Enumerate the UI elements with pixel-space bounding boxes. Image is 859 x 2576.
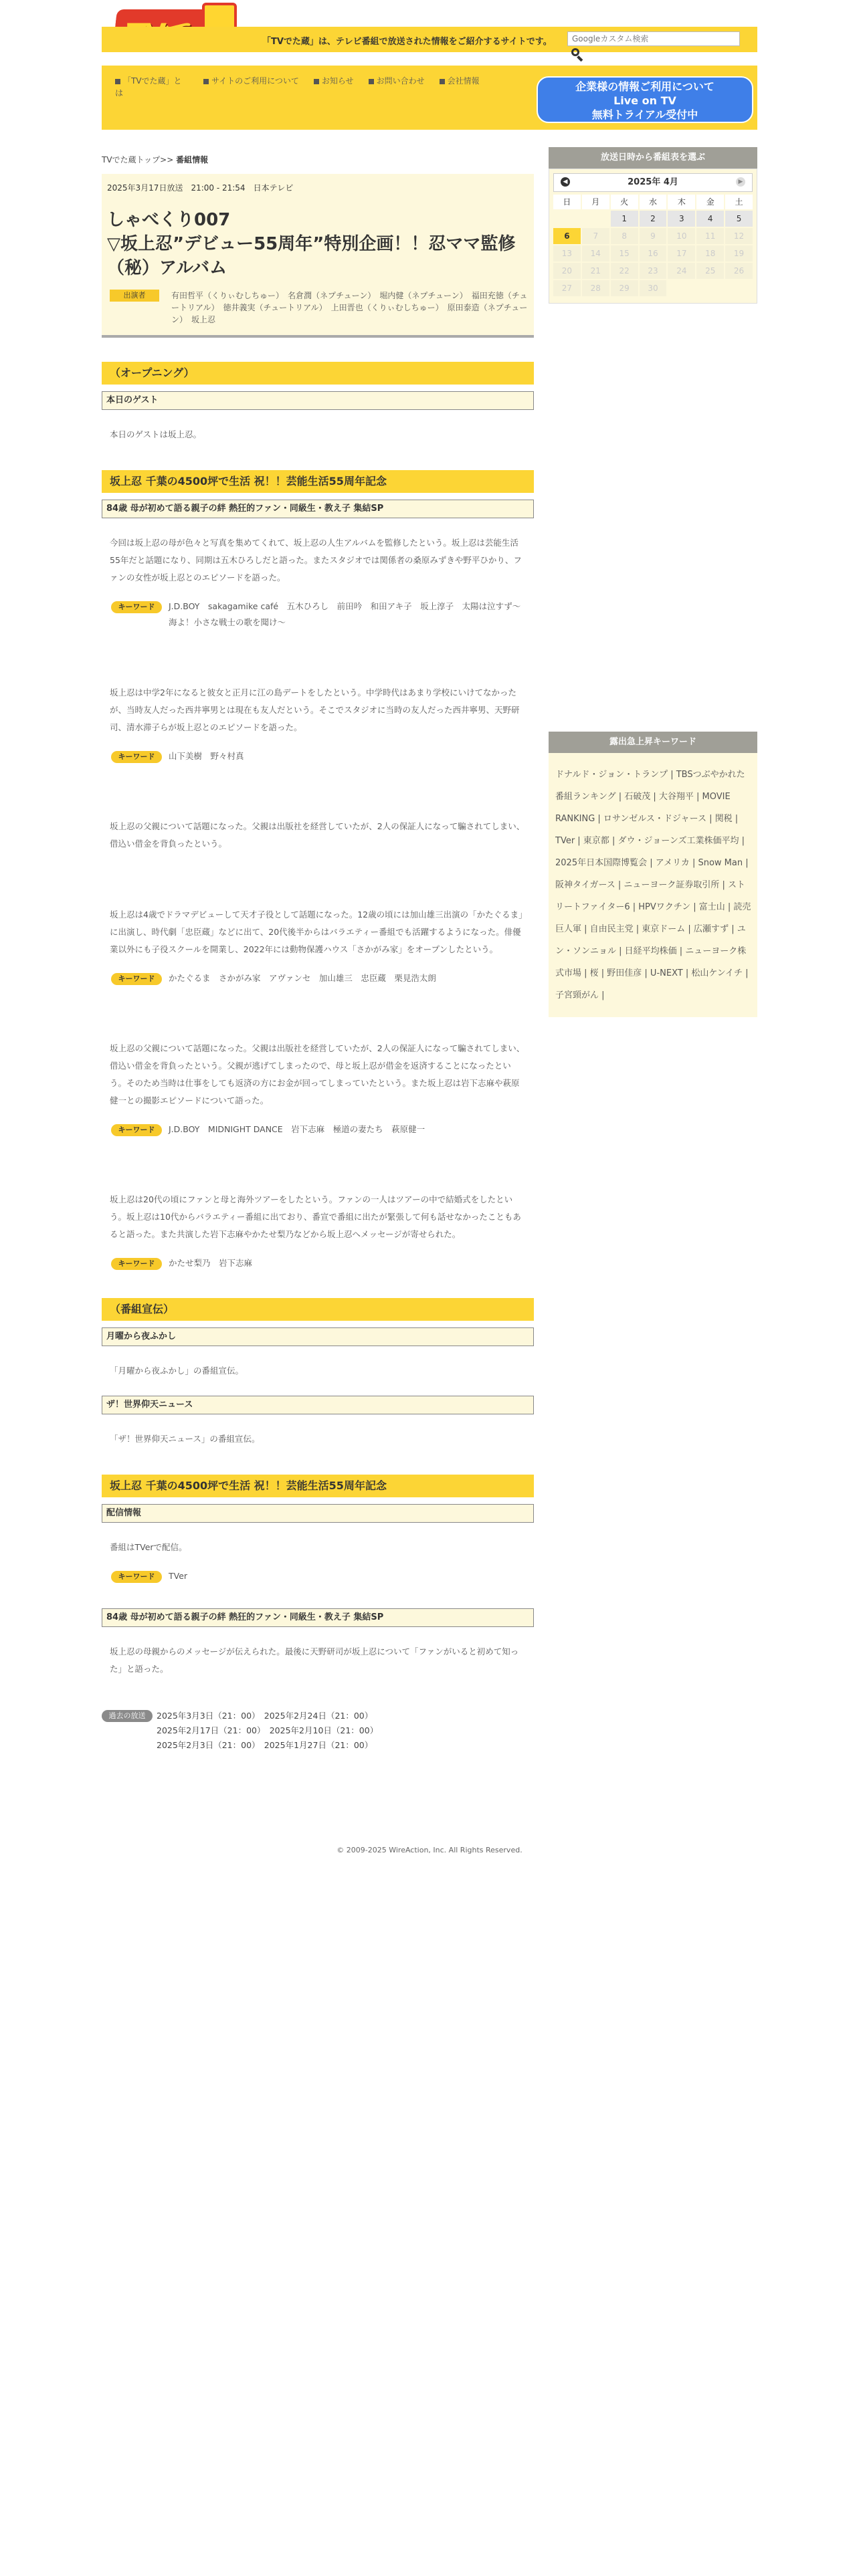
- calendar-day: 24: [668, 263, 695, 279]
- section-corner-2: 坂上忍 千葉の4500坪で生活 祝！！芸能生活55周年記念: [102, 1475, 534, 1497]
- tagline-bar: [102, 27, 757, 52]
- keyword-row: [102, 736, 534, 764]
- cta-line-1: 企業様の情報ご利用について: [575, 80, 714, 93]
- calendar-heading: 放送日時から番組表を選ぶ: [549, 147, 757, 169]
- sidebar: [549, 147, 757, 1017]
- keyword-label: キーワード: [111, 1571, 162, 1583]
- keyword-label: キーワード: [111, 751, 162, 763]
- paragraph: 坂上忍は4歳でドラマデビューして天才子役として話題になった。12歳の頃には加山雄三出演の「かたぐるま」に出演し、時代劇「忠臣蔵」などに出て、20代後半からはバラエティー番組でも活躍するようになった。俳優業以外にも子役スクールを開業し、2022年には動物保護ハウス「さかがみ家」をオープンしたという。: [110, 909, 523, 954]
- calendar-day: [725, 280, 753, 296]
- calendar-day: 18: [696, 245, 724, 261]
- breadcrumb-current: 番組情報: [176, 155, 209, 165]
- next-month-icon[interactable]: ▶: [736, 177, 745, 187]
- nav-item-news[interactable]: お知らせ: [314, 75, 354, 87]
- cta-line-3: 無料トライアル受付中: [591, 108, 698, 121]
- trend-heading: 露出急上昇キーワード: [549, 732, 757, 753]
- calendar-weekday: 金: [696, 195, 724, 209]
- calendar-day: 22: [611, 263, 638, 279]
- nav-item-contact[interactable]: お問い合わせ: [369, 75, 425, 87]
- paragraph: 坂上忍は中学2年になると彼女と正月に江の島デートをしたという。中学時代はあまり学校にいけてなかったが、当時友人だった西井寧男とは現在も友人だという。そこでスタジオに当時の友人だった西井寧男、天野研司、清水滞子らが坂上忍とのエピソードを語った。: [110, 687, 520, 732]
- keyword-list[interactable]: TVer: [169, 1571, 188, 1581]
- title-line-2: ▽坂上忍”デビュー55周年”特別企画！！忍ママ監修（秘）アルバム: [107, 234, 516, 278]
- page-title: [107, 208, 529, 280]
- past-line[interactable]: 2025年2月17日（21：00） 2025年2月10日（21：00）: [157, 1725, 379, 1735]
- keyword-row: [102, 586, 534, 631]
- keyword-row: [102, 1556, 534, 1584]
- cta-line-2: Live on TV: [613, 94, 676, 107]
- calendar-day: 12: [725, 228, 753, 244]
- breadcrumb-root[interactable]: TVでた蔵トップ>>: [102, 155, 174, 165]
- calendar-day[interactable]: 1: [611, 211, 638, 227]
- nav-menu: [115, 75, 516, 99]
- calendar-day: 28: [582, 280, 609, 296]
- keyword-list[interactable]: J.D.BOY sakagamike café 五木ひろし 前田吟 和田アキ子 坂上淳子 太陽は泣すず〜海よ！小さな戦士の歌を聞け〜: [169, 601, 521, 627]
- calendar-day: 17: [668, 245, 695, 261]
- calendar-day[interactable]: 5: [725, 211, 753, 227]
- past-line[interactable]: 2025年2月3日（21：00） 2025年1月27日（21：00）: [157, 1740, 373, 1750]
- calendar-day: 15: [611, 245, 638, 261]
- keyword-row: [102, 958, 534, 986]
- nav-item-about[interactable]: 「TVでた蔵」とは: [115, 75, 189, 99]
- calendar-day: 8: [611, 228, 638, 244]
- sub-corner-1: 84歳 母が初めて語る親子の絆 熱狂的ファン・同級生・教え子 集結SP: [102, 500, 534, 518]
- sub-promo-2: ザ！世界仰天ニュース: [102, 1396, 534, 1414]
- search-input[interactable]: [567, 31, 740, 46]
- calendar-day: 9: [640, 228, 667, 244]
- keyword-list[interactable]: かたぐるま さかがみ家 アヴァンセ 加山雄三 忠臣蔵 栗見浩太朗: [169, 973, 436, 983]
- calendar-weekday: 月: [582, 195, 609, 209]
- calendar-weekday: 木: [668, 195, 695, 209]
- trial-cta-button[interactable]: [537, 76, 753, 123]
- calendar-day: 26: [725, 263, 753, 279]
- paragraph: 坂上忍の父親について話題になった。父親は出版社を経営していたが、2人の保証人になって騙されてしまい、借込い借金を背負ったという。: [110, 821, 525, 849]
- keyword-label: キーワード: [111, 1258, 162, 1270]
- calendar-day[interactable]: 2: [640, 211, 667, 227]
- sub-delivery: 配信情報: [102, 1504, 534, 1523]
- calendar-day: 23: [640, 263, 667, 279]
- keyword-row: [102, 1243, 534, 1271]
- paragraph: 今回は坂上忍の母が色々と写真を集めてくれて、坂上忍の人生アルバムを監修したという。坂上忍は芸能生活55年だと話題になり、同期は五木ひろしだと語った。またスタジオでは関係者の桑原みずきや野平ひかり、ファンの女性が坂上忍とのエピソードを語った。: [110, 538, 522, 582]
- keyword-list[interactable]: 山下美樹 野々村真: [169, 751, 244, 761]
- calendar-day: 25: [696, 263, 724, 279]
- calendar-weekday: 土: [725, 195, 753, 209]
- paragraph: 坂上忍は20代の頃にファンと母と海外ツアーをしたという。ファンの一人はツアーの中で結婚式をしたという。坂上忍は10代からバラエティー番組に出ており、番宣で番組に出たが緊張して何も話せなかったこともあると語った。また共演した岩下志麻やかたせ梨乃などから坂上忍へメッセージが寄せられた。: [110, 1194, 521, 1239]
- paragraph: 坂上忍の父親について話題になった。父親は出版社を経営していたが、2人の保証人になって騙されてしまい、借込い借金を背負ったという。父親が逃げてしまったので、母と坂上忍が借金を返済することになったという。そのため当時は仕事をしても返済の方にお金が回ってしまっていたという。また坂上忍は岩下志麻や萩原健一との撮影エピソードについて語った。: [110, 1043, 525, 1105]
- calendar-day[interactable]: 6: [553, 228, 581, 244]
- sub-promo-1: 月曜から夜ふかし: [102, 1327, 534, 1346]
- paragraph: 本日のゲストは坂上忍。: [110, 429, 202, 439]
- calendar-day: 30: [640, 280, 667, 296]
- cast-list[interactable]: 有田哲平（くりぃむしちゅー） 名倉潤（ネプチューン） 堀内健（ネプチューン） 福田充徳（チュートリアル） 徳井義実（チュートリアル） 上田晋也（くりぃむしちゅー） 原田泰造（ネプチューン） 坂上忍: [171, 291, 528, 324]
- cast-label: 出演者: [110, 290, 159, 302]
- paragraph: 「ザ！世界仰天ニュース」の番組宣伝。: [110, 1434, 260, 1444]
- calendar-month: 2025年 4月: [628, 177, 678, 187]
- section-opening: （オープニング）: [102, 362, 534, 385]
- calendar-day[interactable]: 3: [668, 211, 695, 227]
- calendar-day: 11: [696, 228, 724, 244]
- sub-corner-2: 84歳 母が初めて語る親子の絆 熱狂的ファン・同級生・教え子 集結SP: [102, 1608, 534, 1627]
- calendar-grid: [553, 195, 753, 296]
- past-broadcasts: [102, 1709, 534, 1753]
- paragraph: 番組はTVerで配信。: [110, 1542, 187, 1552]
- section-promo: （番組宣伝）: [102, 1298, 534, 1321]
- keyword-label: キーワード: [111, 601, 162, 613]
- calendar-day: 10: [668, 228, 695, 244]
- calendar-nav: [553, 173, 753, 192]
- paragraph: 「月曜から夜ふかし」の番組宣伝。: [110, 1366, 244, 1376]
- prev-month-icon[interactable]: ◀: [561, 177, 570, 187]
- trend-keywords[interactable]: ドナルド・ジョン・トランプ | TBSつぶやかれた番組ランキング | 石破茂 | 大谷翔平 | MOVIE RANKING | ロサンゼルス・ドジャース | 関税 | TVer | 東京都 | ダウ・ジョーンズ工業株価平均 | 2025年日本国際博覧会 | アメリカ | Snow Man | 阪神タイガース | ニューヨーク証券取引所 | ストリートファイター6 | HPVワクチン | 富士山 | 読売巨人軍 | 自由民主党 | 東京ドーム | 広瀬すず | ユン・ソンニョル | 日経平均株価 | ニューヨーク株式市場 | 桜 | 野田佳彦 | U-NEXT | 松山ケンイチ | 子宮頸がん |: [549, 753, 757, 1017]
- program-box: [102, 174, 534, 338]
- search-icon[interactable]: [571, 48, 582, 59]
- calendar-day: [582, 211, 609, 227]
- calendar-day: 7: [582, 228, 609, 244]
- calendar-day[interactable]: 4: [696, 211, 724, 227]
- calendar-weekday: 火: [611, 195, 638, 209]
- keyword-list[interactable]: かたせ梨乃 岩下志麻: [169, 1258, 253, 1268]
- nav-bar: [102, 66, 757, 130]
- nav-item-usage[interactable]: サイトのご利用について: [203, 75, 299, 87]
- past-line[interactable]: 2025年3月3日（21：00） 2025年2月24日（21：00）: [157, 1711, 373, 1721]
- calendar-weekday: 水: [640, 195, 667, 209]
- main-content: [102, 147, 534, 1753]
- section-corner-1: 坂上忍 千葉の4500坪で生活 祝！！芸能生活55周年記念: [102, 470, 534, 493]
- past-label: 過去の放送: [102, 1710, 153, 1722]
- keyword-label: キーワード: [111, 973, 162, 985]
- calendar-day: [696, 280, 724, 296]
- footer-copyright: © 2009-2025 WireAction, Inc. All Rights Reserved.: [337, 1846, 522, 1854]
- site-tagline: 「TVでた蔵」は、テレビ番組で放送された情報をご紹介するサイトです。: [262, 37, 552, 47]
- calendar-day: 29: [611, 280, 638, 296]
- calendar-day: [668, 280, 695, 296]
- nav-item-company[interactable]: 会社情報: [440, 75, 480, 87]
- paragraph: 坂上忍の母親からのメッセージが伝えられた。最後に天野研司が坂上忍について「ファンがいると初めて知った」と語った。: [110, 1646, 519, 1674]
- keyword-label: キーワード: [111, 1124, 162, 1136]
- breadcrumb: [102, 147, 534, 174]
- calendar-day: 14: [582, 245, 609, 261]
- title-line-1: しゃべくり007: [107, 210, 231, 230]
- calendar: [549, 169, 757, 304]
- calendar-day: 16: [640, 245, 667, 261]
- sub-guest: 本日のゲスト: [102, 391, 534, 410]
- calendar-day: 21: [582, 263, 609, 279]
- cast-row: [107, 290, 529, 326]
- calendar-day: 27: [553, 280, 581, 296]
- calendar-day: 20: [553, 263, 581, 279]
- calendar-weekday: 日: [553, 195, 581, 209]
- calendar-day: [553, 211, 581, 227]
- keyword-row: [102, 1109, 534, 1138]
- keyword-list[interactable]: J.D.BOY MIDNIGHT DANCE 岩下志麻 極道の妻たち 萩原健一: [169, 1124, 425, 1134]
- calendar-day: 13: [553, 245, 581, 261]
- air-info: 2025年3月17日放送 21:00 - 21:54 日本テレビ: [107, 183, 294, 193]
- calendar-day: 19: [725, 245, 753, 261]
